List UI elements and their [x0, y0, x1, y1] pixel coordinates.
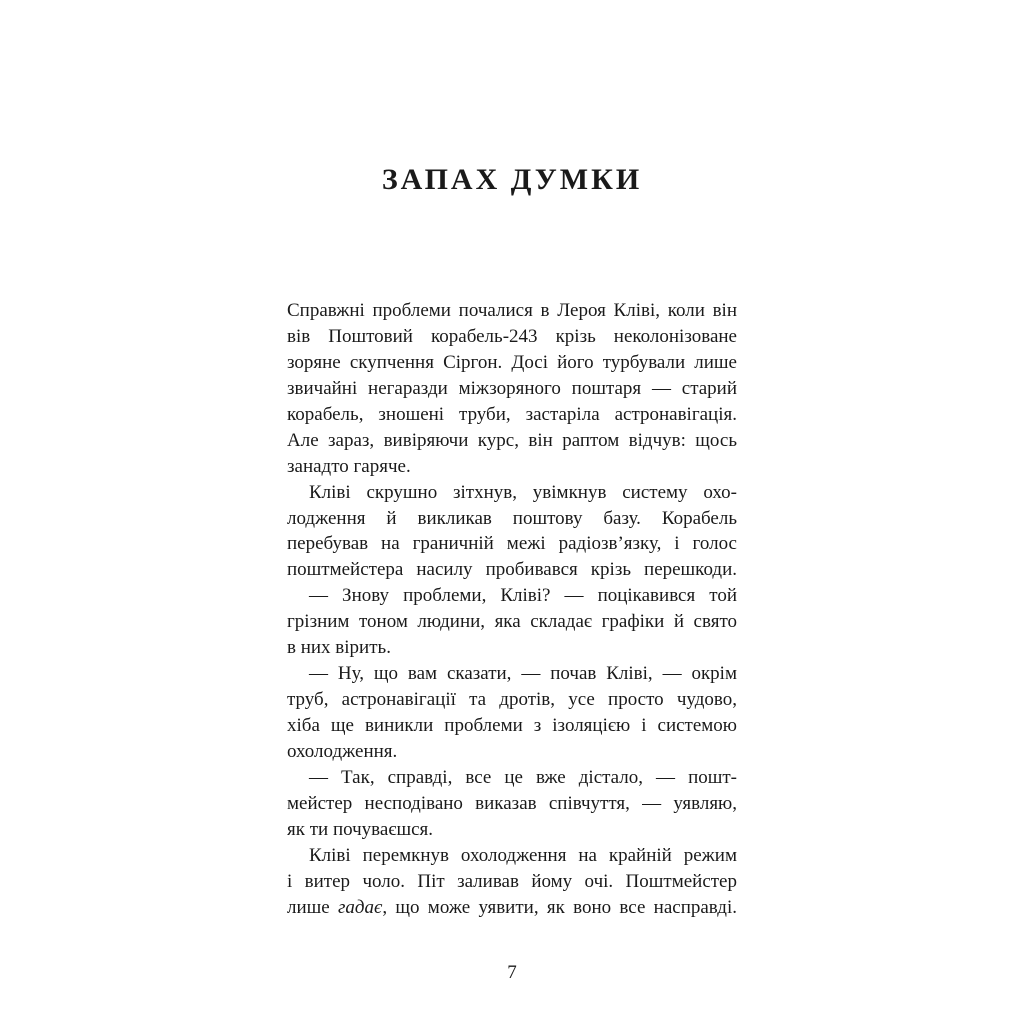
text-line [287, 895, 737, 921]
text-line: — Так, справді, все це вже дістало, — пошт- [309, 766, 737, 788]
text-segment: лише [287, 896, 339, 918]
text-line: — Ну, що вам сказати, — почав Кліві, — окрім [309, 663, 737, 685]
text-line: корабель, зношені труби, застаріла астронавігація. [287, 403, 737, 425]
text-line: поштмейстера насилу пробивався крізь перешкоди. [287, 559, 737, 581]
text-line: і витер чоло. Піт заливав йому очі. Поштмейстер [287, 870, 737, 892]
text-segment: , що може уявити, як воно все насправді. [382, 896, 737, 918]
text-line: лодження й викликав поштову базу. Корабель [287, 507, 737, 529]
text-line: звичайні негаразди міжзоряного поштаря — старий [287, 377, 737, 399]
text-line: труб, астронавігації та дротів, усе просто чудово, [287, 689, 737, 711]
text-line: вів Поштовий корабель-243 крізь неколонізоване [287, 325, 737, 347]
page-number: 7 [507, 962, 517, 983]
text-line: охолодження. [287, 740, 398, 762]
body-text [287, 298, 737, 921]
text-line: занадто гаряче. [287, 455, 411, 477]
text-line: перебував на граничній межі радіозв’язку, і голос [287, 533, 737, 555]
text-line: зоряне скупчення Сіргон. Досі його турбували лише [287, 351, 737, 373]
text-line: в них вірить. [287, 637, 391, 659]
chapter-title: ЗАПАХ ДУМКИ [381, 163, 643, 196]
text-line: Кліві перемкнув охолодження на крайній режим [309, 844, 737, 866]
text-line: хіба ще виникли проблеми з ізоляцією і системою [287, 715, 737, 736]
text-line: — Знову проблеми, Кліві? — поцікавився той [309, 585, 737, 607]
text-line: Справжні проблеми почалися в Лероя Кліві, коли він [287, 300, 737, 321]
text-line: мейстер несподівано виказав співчуття, — уявляю, [287, 792, 737, 814]
text-line: грізним тоном людини, яка складає графіки й свято [287, 611, 737, 633]
italic-emphasis: гадає [338, 896, 383, 918]
text-line: Кліві скрушно зітхнув, увімкнув систему охо- [309, 481, 737, 503]
text-line: Але зараз, вивіряючи курс, він раптом відчув: щось [287, 429, 737, 451]
text-line: як ти почуваєшся. [287, 818, 434, 840]
